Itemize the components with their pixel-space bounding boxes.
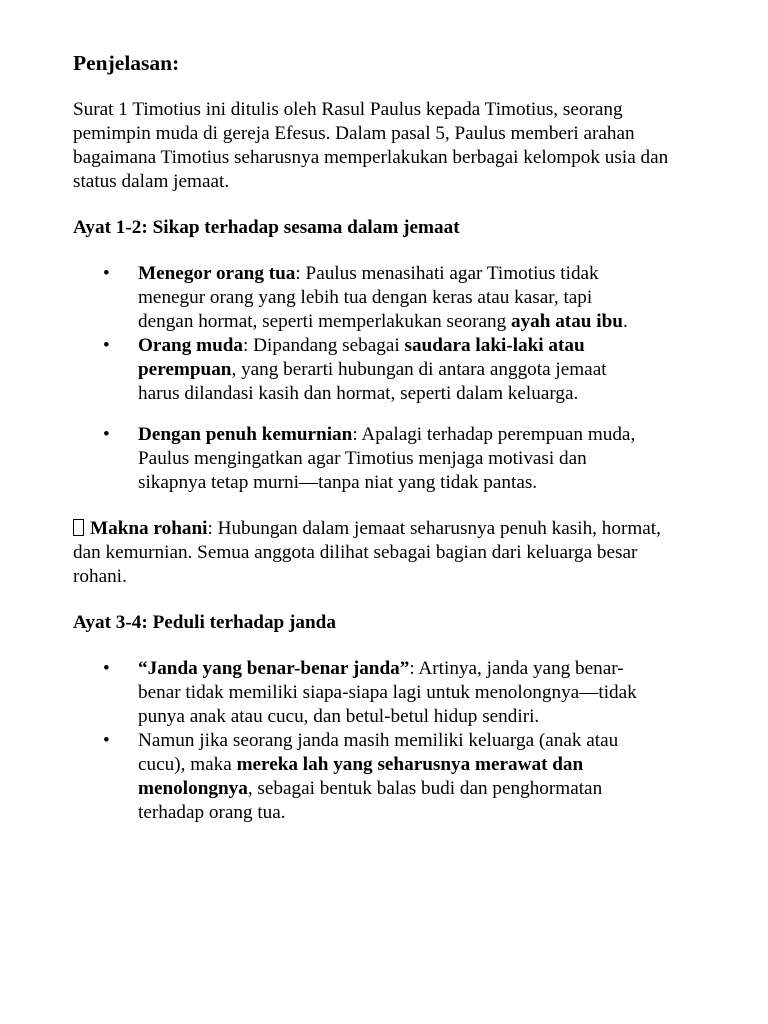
intro-paragraph: Surat 1 Timotius ini ditulis oleh Rasul Paulus kepada Timotius, seorang pemimpin muda di gereja Efesus. Dalam pasal 5, Paulus memberi arahan bagaimana Timotius seharusnya memperlakukan berbagai kelompok usia dan status dalam jemaat. — [73, 99, 669, 192]
item-emphasis: saudara laki-laki atau perempuan — [138, 335, 585, 380]
list-item — [73, 262, 643, 334]
document-page — [73, 50, 673, 825]
note-text: : Hubungan dalam jemaat seharusnya penuh kasih, hormat, dan kemurnian. Semua anggota dilihat sebagai bagian dari keluarga besar rohani. — [73, 518, 661, 587]
item-term: “Janda yang benar-benar janda” — [138, 658, 410, 679]
bullet-icon: • — [103, 658, 110, 679]
bullet-icon: • — [103, 263, 110, 284]
item-text-start: Namun jika seorang janda masih memiliki keluarga (anak atau cucu), maka — [138, 730, 619, 775]
bullet-list-ayat-1-2 — [73, 262, 673, 495]
item-text-end: , yang berarti hubungan di antara anggota jemaat harus dilandasi kasih dan hormat, seperti dalam keluarga. — [138, 359, 607, 404]
list-item — [73, 423, 643, 495]
note-label: Makna rohani — [90, 518, 208, 539]
item-term: Menegor orang tua — [138, 263, 296, 284]
missing-glyph-icon — [73, 519, 84, 536]
bullet-list-ayat-3-4 — [73, 657, 673, 825]
list-item — [73, 657, 643, 729]
item-text: : Artinya, janda yang benar-benar tidak memiliki siapa-siapa lagi untuk menolongnya—tidak punya anak atau cucu, dan betul-betul hidup sendiri. — [138, 658, 637, 727]
bullet-icon: • — [103, 424, 110, 445]
item-text: : Apalagi terhadap perempuan muda, Paulus mengingatkan agar Timotius menjaga motivasi dan sikapnya tetap murni—tanpa niat yang tidak pantas. — [138, 424, 636, 493]
item-term: Orang muda — [138, 335, 244, 356]
item-emphasis: ayah atau ibu — [510, 311, 623, 332]
list-item — [73, 334, 643, 406]
section-heading-ayat-1-2: Ayat 1-2: Sikap terhadap sesama dalam jemaat — [73, 217, 460, 238]
section-heading-ayat-3-4: Ayat 3-4: Peduli terhadap janda — [73, 612, 336, 633]
bullet-icon: • — [103, 730, 110, 751]
item-text: , sebagai bentuk balas budi dan penghormatan terhadap orang tua. — [138, 778, 603, 823]
item-text-end: . — [622, 311, 628, 332]
note-paragraph — [73, 517, 673, 589]
bullet-icon: • — [103, 335, 110, 356]
item-text: : Paulus menasihati agar Timotius tidak menegur orang yang lebih tua dengan keras atau kasar, tapi dengan hormat, seperti memperlakukan seorang — [138, 263, 599, 332]
list-item — [73, 729, 643, 825]
item-term: Dengan penuh kemurnian — [138, 424, 353, 445]
item-text: : Dipandang sebagai — [243, 335, 405, 356]
item-emphasis: mereka lah yang seharusnya merawat dan menolongnya — [138, 754, 584, 799]
page-title: Penjelasan: — [73, 51, 180, 75]
